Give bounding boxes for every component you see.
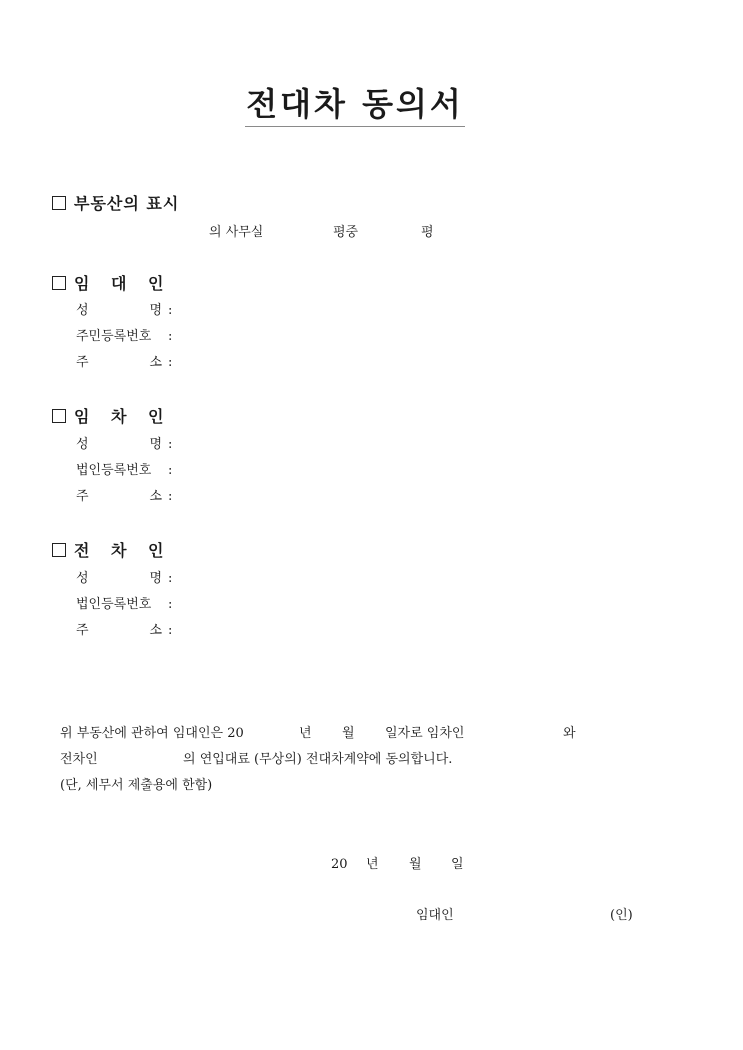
body-line1-year: 년 [299,726,312,741]
field-label: 법인등록번호 [76,463,152,478]
field-colon: : [168,571,173,586]
section-sublessee-heading [52,541,172,561]
section-lessor-heading-text: 임 대 인 [74,274,172,293]
field-label-part: 성 [76,571,89,586]
field-label-part: 주 [76,489,89,504]
checkbox-square-icon [52,409,66,423]
sublessee-address-field [76,622,172,640]
checkbox-square-icon [52,196,66,210]
section-sublessee-heading-text: 전 차 인 [74,541,172,560]
body-line2-start: 전차인 [60,752,98,767]
property-office-text: 의 사무실 [209,225,264,240]
lessor-id-field [76,328,172,346]
field-colon: : [168,597,173,612]
body-line2-end: 의 연입대료 (무상의) 전대차계약에 동의합니다. [183,752,453,767]
sublessee-name-field [76,570,172,588]
section-property-heading [52,194,179,214]
date-day: 일 [451,857,464,872]
section-property-heading-text: 부동산의 표시 [74,194,180,213]
field-colon: : [168,489,173,504]
lessor-address-field [76,354,172,372]
property-area-label: 평중 [333,225,359,240]
date-prefix: 20 [331,857,348,872]
field-label-part: 성 [76,303,89,318]
field-label-part: 소 [149,623,162,638]
field-label-part: 소 [149,489,162,504]
field-colon: : [168,329,173,344]
field-label-part: 주 [76,355,89,370]
field-colon: : [168,437,173,452]
field-colon: : [168,303,173,318]
section-lessor-heading [52,274,172,294]
section-lessee-heading [52,407,172,427]
property-area-unit: 평 [421,225,434,240]
section-lessee-heading-text: 임 차 인 [74,407,172,426]
field-label: 법인등록번호 [76,597,152,612]
signature-label: 임대인 [416,908,454,923]
field-label-part: 성 [76,437,89,452]
field-label: 주민등록번호 [76,329,152,344]
date-year: 년 [366,857,379,872]
lessor-name-field [76,302,172,320]
field-colon: : [168,463,173,478]
field-colon: : [168,355,173,370]
body-line1-start: 위 부동산에 관하여 임대인은 20 [60,726,244,741]
field-label-part: 명 [149,303,162,318]
field-label-part: 소 [149,355,162,370]
lessee-id-field [76,462,172,480]
field-label-part: 명 [149,437,162,452]
lessee-address-field [76,488,172,506]
body-line1-month: 월 [342,726,355,741]
checkbox-square-icon [52,543,66,557]
field-label-part: 주 [76,623,89,638]
seal-mark: (인) [610,908,633,923]
field-label-part: 명 [149,571,162,586]
checkbox-square-icon [52,276,66,290]
document-title: 전대차 동의서 [246,85,464,123]
title-underline [245,126,465,127]
date-month: 월 [409,857,422,872]
sublessee-id-field [76,596,172,614]
body-line1-end: 일자로 임차인 [385,726,465,741]
body-line1-wa: 와 [563,726,576,741]
lessee-name-field [76,436,172,454]
body-line3-note: (단, 세무서 제출용에 한함) [60,778,213,793]
field-colon: : [168,623,173,638]
